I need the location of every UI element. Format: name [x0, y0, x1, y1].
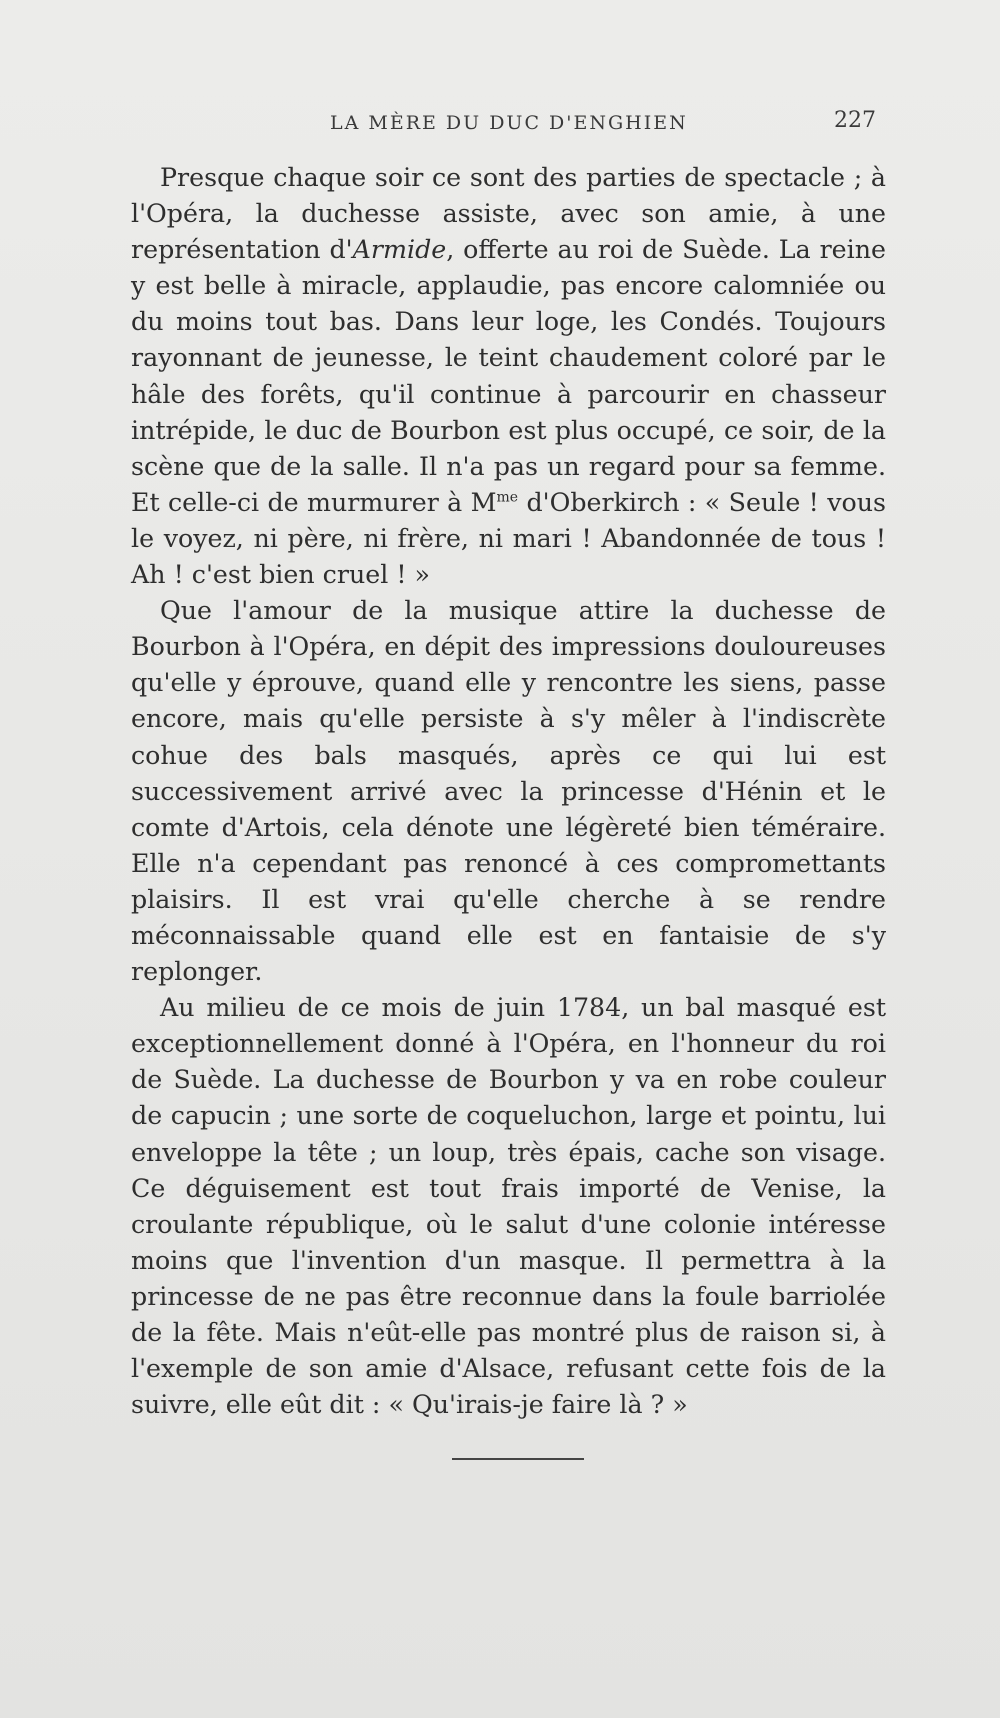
- opera-title-armide: Armide: [352, 235, 447, 265]
- page-number: 227: [834, 108, 876, 133]
- madame-superscript: me: [496, 489, 519, 506]
- section-end-rule: [452, 1458, 584, 1460]
- paragraph-1: [131, 160, 886, 593]
- paragraph-2: Que l'amour de la musique attire la duchesse de Bourbon à l'Opéra, en dépit des impressions douloureuses qu'elle y éprouve, quand elle y rencontre les siens, passe encore, mais qu'elle persiste à s'y mêler à l'indiscrète cohue des bals masqués, après ce qui lui est successivement arrivé avec la princesse d'Hénin et le comte d'Artois, cela dénote une légèreté bien téméraire. Elle n'a cependant pas renoncé à ces compromettants plaisirs. Il est vrai qu'elle cherche à se rendre méconnaissable quand elle est en fantaisie de s'y replonger.: [131, 596, 886, 987]
- paragraph-1-part-b: , offerte au roi de Suède. La reine y est belle à miracle, applaudie, pas encore calomniée ou du moins tout bas. Dans leur loge, les Condés. Toujours rayonnant de jeunesse, le teint chaudement coloré par le hâle des forêts, qu'il continue à parcourir en chasseur intrépide, le duc de Bourbon est plus occupé, ce soir, de la scène que de la salle. Il n'a pas un regard pour sa femme. Et celle-ci de murmurer à M: [131, 235, 887, 517]
- body-text: [131, 160, 886, 1423]
- running-title: LA MÈRE DU DUC D'ENGHIEN: [330, 112, 688, 134]
- paragraph-1-part-a: Presque chaque soir ce sont des parties de spectacle ; à l'Opéra, la duchesse assiste, avec son amie, à une représentation d': [131, 163, 886, 265]
- paragraph-3: Au milieu de ce mois de juin 1784, un bal masqué est exceptionnellement donné à l'Opéra, en l'honneur du roi de Suède. La duchesse de Bourbon y va en robe couleur de capucin ; une sorte de coqueluchon, large et pointu, lui enveloppe la tête ; un loup, très épais, cache son visage. Ce déguisement est tout frais importé de Venise, la croulante république, où le salut d'une colonie intéresse moins que l'invention d'un masque. Il permettra à la princesse de ne pas être reconnue dans la foule barriolée de la fête. Mais n'eût-elle pas montré plus de raison si, à l'exemple de son amie d'Alsace, refusant cette fois de la suivre, elle eût dit : « Qu'irais-je faire là ? »: [131, 993, 886, 1420]
- running-head: [0, 108, 1000, 142]
- paragraph-1-part-c: d'Oberkirch : « Seule ! vous le voyez, ni père, ni frère, ni mari ! Abandonnée de tous ! Ah ! c'est bien cruel ! »: [131, 487, 886, 590]
